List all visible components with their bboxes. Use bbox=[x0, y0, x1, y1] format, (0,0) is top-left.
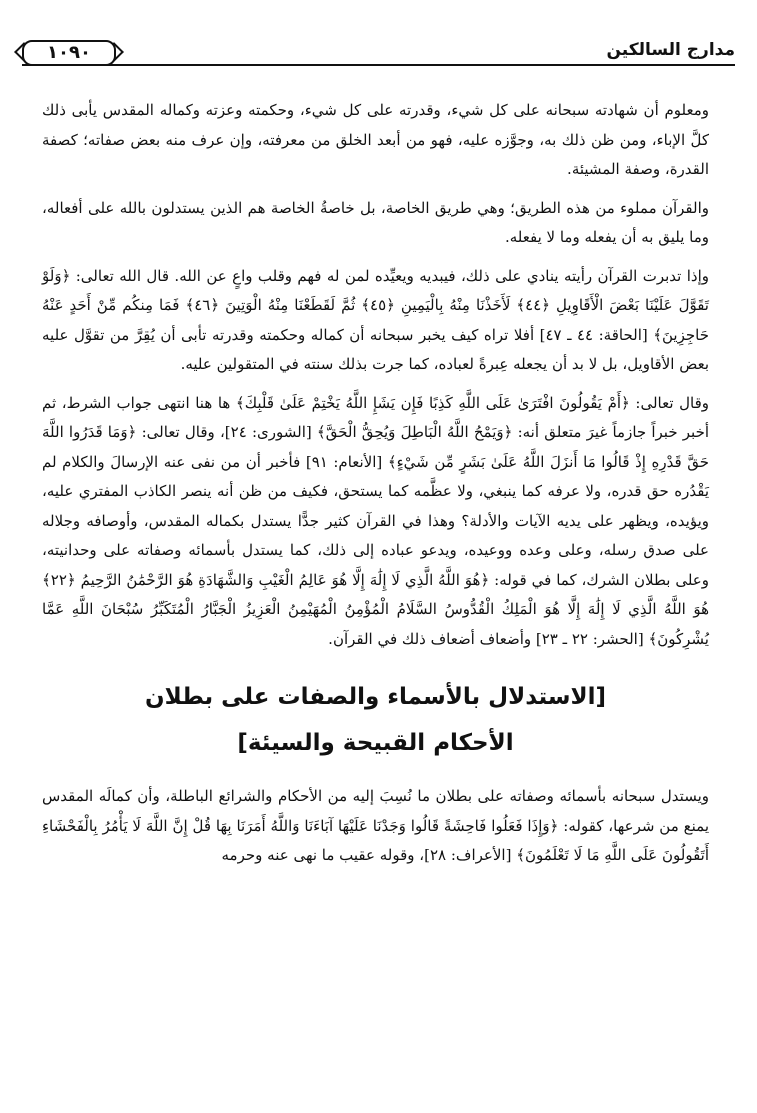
paragraph-1: ومعلوم أن شهادته سبحانه على كل شيء، وقدرته على كل شيء، وحكمته وعزته وكماله المقدس يأبى ذلك كلَّ الإباء، ومن ظن ذلك به، وجوَّزه عليه، فهو من أبعد الخلق من معرفته، وإن عرف منه بعض صفاته؛ كصفة القدرة، وصفة المشيئة. bbox=[42, 101, 709, 178]
paragraph-5: ويستدل سبحانه بأسمائه وصفاته على بطلان ما نُسِبَ إليه من الأحكام والشرائع الباطلة، وأن كمالَه المقدس يمنع من شرعها، كقوله: ﴿وَإِذَا فَعَلُوا فَاحِشَةً قَالُوا وَجَدْنَا عَلَيْهَا آبَاءَنَا وَاللَّهُ أَمَرَنَا بِهَا قُلْ إِنَّ اللَّهَ لَا يَأْمُرُ بِالْفَحْشَاءِ أَتَقُولُونَ عَلَى اللَّهِ مَا لَا تَعْلَمُونَ﴾ [الأعراف: ٢٨]، وقوله عقيب ما نهى عنه وحرمه bbox=[42, 787, 709, 864]
section-heading bbox=[42, 674, 709, 766]
page-header bbox=[22, 38, 735, 78]
section-heading-line-1: [الاستدلال بالأسماء والصفات على بطلان bbox=[144, 684, 607, 710]
page-body bbox=[42, 96, 709, 880]
book-title: مدارج السالكين bbox=[596, 38, 735, 62]
paragraph-2: والقرآن مملوء من هذه الطريق؛ وهي طريق الخاصة، بل خاصةُ الخاصة هم الذين يستدلون بالله على أفعاله، وما يليق به أن يفعله وما لا يفعله. bbox=[42, 198, 709, 246]
header-rule bbox=[22, 64, 735, 66]
section-heading-line-2: الأحكام القبيحة والسيئة] bbox=[237, 730, 514, 756]
paragraph-3: وإذا تدبرت القرآن رأيته ينادي على ذلك، فيبديه ويعيِّده لمن له فهم وقلب واعٍ عن الله. قال الله تعالى: ﴿وَلَوْ تَقَوَّلَ عَلَيْنَا بَعْضَ الْأَقَاوِيلِ ﴿٤٤﴾ لَأَخَذْنَا مِنْهُ بِالْيَمِينِ ﴿٤٥﴾ ثُمَّ لَقَطَعْنَا مِنْهُ الْوَتِينَ ﴿٤٦﴾ فَمَا مِنكُم مِّنْ أَحَدٍ عَنْهُ حَاجِزِينَ﴾ [الحاقة: ٤٤ ـ ٤٧] أفلا تراه كيف يخبر سبحانه أن كماله وحكمته وقدرته تأبى أن يُقِرَّ من تقوَّل عليه بعض الأقاويل، بل لا بد أن يجعله عِبرةً لعباده، كما جرت بذلك سنته في المتقولين عليه. bbox=[42, 266, 709, 373]
page-number: ١٠٩٠ bbox=[22, 40, 116, 66]
paragraph-4: وقال تعالى: ﴿أَمْ يَقُولُونَ افْتَرَىٰ عَلَى اللَّهِ كَذِبًا فَإِن يَشَإِ اللَّهُ يَخْتِمْ عَلَىٰ قَلْبِكَ﴾ ها هنا انتهى جواب الشرط، ثم أخبر خبراً جازماً غيرَ متعلق أنه: ﴿وَيَمْحُ اللَّهُ الْبَاطِلَ وَيُحِقُّ الْحَقَّ﴾ [الشورى: ٢٤]، وقال تعالى: ﴿وَمَا قَدَرُوا اللَّهَ حَقَّ قَدْرِهِ إِذْ قَالُوا مَا أَنزَلَ اللَّهُ عَلَىٰ بَشَرٍ مِّن شَيْءٍ﴾ [الأنعام: ٩١] فأخبر أن من نفى عنه الإرسالَ والكلام لم يَقْدُره حق قدره، ولا عرفه كما ينبغي، ولا عظَّمه كما يستحق، فكيف من ظن أنه ينصر الكاذب المفتري عليه، ويؤيده، ويظهر على يديه الآيات والأدلة؟ وهذا في القرآن كثير جدًّا يستدل بكماله المقدس، وأوصافه وجلاله على صدق رسله، وعلى وعده ووعيده، ويدعو عباده إلى ذلك، كما يستدل بأسمائه وصفاته على وحدانيته، وعلى بطلان الشرك، كما في قوله: ﴿هُوَ اللَّهُ الَّذِي لَا إِلَٰهَ إِلَّا هُوَ عَالِمُ الْغَيْبِ وَالشَّهَادَةِ هُوَ الرَّحْمَٰنُ الرَّحِيمُ ﴿٢٢﴾ هُوَ اللَّهُ الَّذِي لَا إِلَٰهَ إِلَّا هُوَ الْمَلِكُ الْقُدُّوسُ السَّلَامُ الْمُؤْمِنُ الْمُهَيْمِنُ الْعَزِيزُ الْجَبَّارُ الْمُتَكَبِّرُ سُبْحَانَ اللَّهِ عَمَّا يُشْرِكُونَ﴾ [الحشر: ٢٢ ـ ٢٣] وأضعاف أضعاف ذلك في القرآن. bbox=[42, 393, 710, 648]
